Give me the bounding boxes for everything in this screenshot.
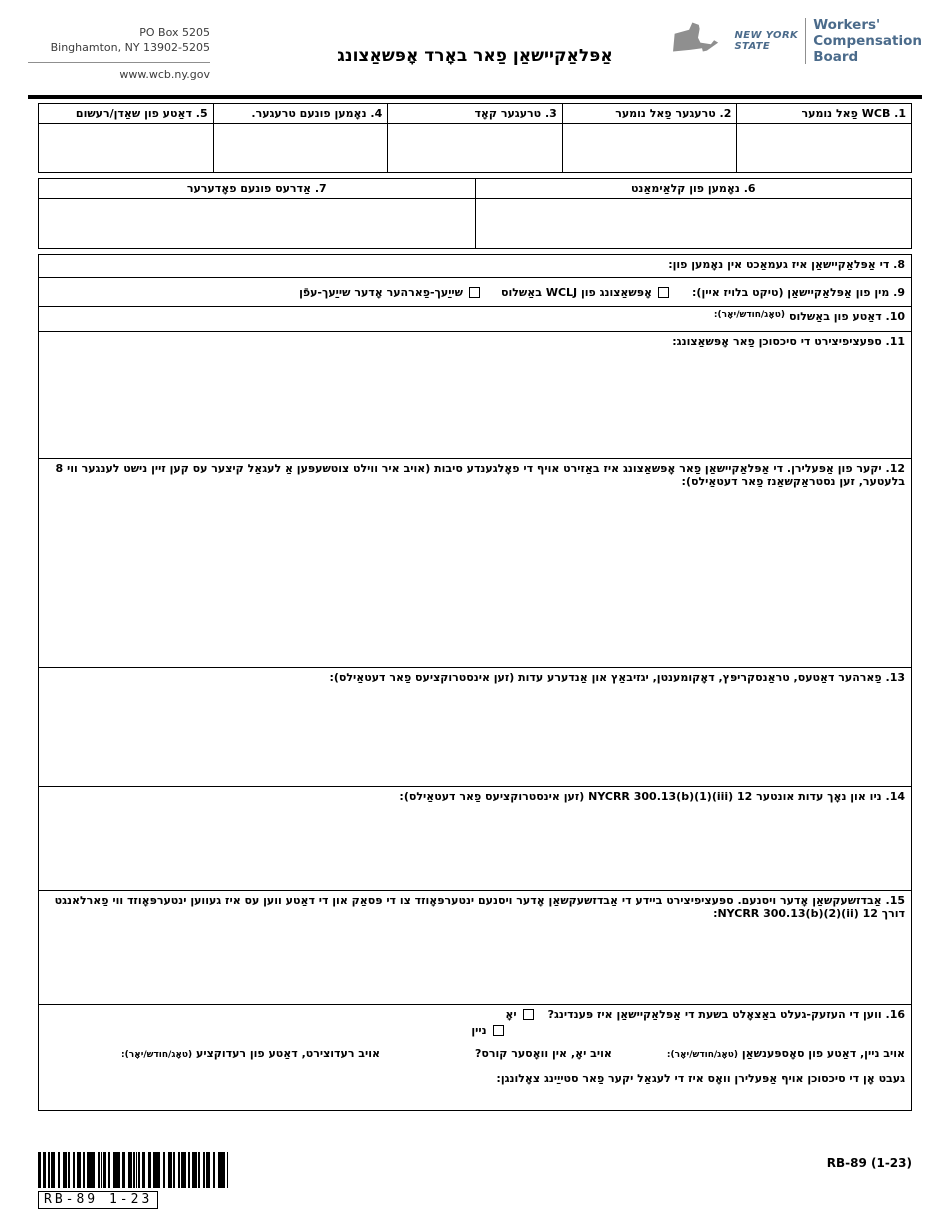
address-line-1: PO Box 5205 [139,26,210,39]
barcode-bars-icon [38,1152,228,1188]
section-10-label: 10. דאַטע פון באַשלוס [788,310,905,323]
nys-wordmark-line2: STATE [734,41,771,52]
section-8-label: 8. די אַפּלאַקיישאַן איז געמאַכט אין נאָמען פון: [668,258,905,271]
section-12[interactable] [39,458,911,667]
section-10-date-format: (טאָג/חודש/יאָר): [713,310,785,320]
section-12-label: 12. יקער פון אַפּעלירן. די אַפּלאַקיישאַן פַאר אָפּשאַצונג איז באַזירט אויף די פאָלגענדע סיבות (אויב איר ווילט צוטשעפּען אַ לעגאַל קיצער עס קען זיין נישט לענגער ווי 8 בלעטער, זען נסטראַקשאַנז פַאר דעטאַילס): [55,462,905,488]
if-reduced-label: אויב רעדוצירט, דאַטע פון רעדוקציע [196,1047,381,1060]
ny-state-shape-icon [669,18,727,64]
field-carrier-name[interactable] [214,124,388,172]
agency-line1: Workers' [813,17,881,33]
option-no [471,1024,503,1037]
if-no-label: אויב ניין, דאַטע פון סאָספּענשאַן [741,1047,905,1060]
section-14-label: 14. ניו און נאָך עדות אונטער 12 NYCRR 300.13(b)(1)(iii) (זען אינסטרוקציעס פַאר דעטאַילס): [399,790,905,803]
page-title: אַפּלאַקיישאַן פַאר באָרד אָפּשאַצונג [337,46,613,66]
field-10-entry[interactable] [45,310,710,328]
if-reduced-date-format: (טאָג/חודש/יאָר): [121,1050,193,1060]
field-claimant-address[interactable] [39,199,475,248]
header-wcb-case-number: 1. WCB פַאל נומער [737,104,911,124]
field-wcb-case-number[interactable] [737,124,911,172]
column-claimant-address [39,179,475,248]
header-rule [28,95,922,99]
header-carrier-case-number: 2. טרעגער פַאל נומער [563,104,737,124]
section-9-label: 9. מין פון אַפּלאַקיישאַן (טיקט בלויז איין): [692,285,905,299]
nys-wordmark-line1: NEW YORK [734,30,799,41]
if-no-date-format: (טאָג/חודש/יאָר): [666,1050,738,1060]
agency-line3: Board [813,49,859,65]
field-8-entry[interactable] [45,258,664,274]
header-date-of-injury: 5. דאַטע פון שאַדן/רעשום [39,104,213,124]
section-10 [39,306,911,331]
form-body [38,103,912,1111]
section-13-label: 13. פַארהער דאַטעס, טראַנסקריפּץ, דאָקומענטן, יגזיבאַץ און אַנדערע עדות (זען אינסטרוקציעס פַאר דעטאַילס): [329,671,905,684]
case-info-table [38,103,912,173]
option-yes [471,1008,533,1021]
option-rehearing-label: שייַעך-פַארהער אָדער שייַעך-עפֿן [299,285,464,299]
agency-line2: Compensation [813,33,922,49]
website-text: www.wcb.ny.gov [119,68,210,81]
section-9 [39,277,911,306]
nys-logo [669,17,922,65]
checkbox-rehearing-or-reopening[interactable] [469,287,480,298]
form-number: RB-89 (1-23) [826,1156,912,1170]
section-15-label: 15. אַבדזשעקשאַן אָדער ויסנעם. ספּעציפיצירט ביידע די אַבדזשעקשאַן אָדער ויסנעם ינטערפּאָוזד צו די פּסאַק און די דאַטע ווען עס איז געווען ינטערפּאָוזד ווי פַארלאנגט דורך 12 NYCRR 300.13(b)(2)(ii): [54,894,905,920]
section-15[interactable] [39,890,911,1004]
column-carrier-case-number [562,104,737,172]
section-13[interactable] [39,667,911,786]
barcode-text: RB-89 1-23 [38,1191,158,1209]
option-rehearing-or-reopening [299,286,480,299]
if-yes-at-what-rate: אויב יאָ, אין וואָסער קורס? [475,1047,612,1060]
field-date-of-injury[interactable] [39,124,213,172]
no-label: ניין [471,1024,487,1037]
section-11-label: 11. ספּעציפיצירט די סיכסוכן פַאר אָפּשאַצונג: [672,335,905,348]
section-16 [39,1004,911,1110]
barcode [38,1152,228,1209]
checkbox-no[interactable] [493,1025,504,1036]
section-16-footer: געבט אָן די סיכסוכן אויף אַפּעלירן וואָס איז די לעגאַל יקער פַאר סטייַינג צאָלונגן: [496,1072,905,1085]
header-carrier-name: 4. נאָמען פונעם טרעגער. [214,104,388,124]
option-review-label: אָפּשאַצונג פון WCLJ באַשלוס [501,285,653,299]
column-carrier-name [213,104,388,172]
section-16-question: 16. ווען די העזעק-געלט באַצאָלט בשעת די אַפּלאַקיישאַן איז פּענדינג? [547,1008,905,1021]
column-carrier-code [387,104,562,172]
yes-label: יאָ [505,1008,517,1021]
logo-divider [805,18,806,64]
nys-wordmark [734,30,798,52]
column-date-of-injury [39,104,213,172]
column-claimant-name [475,179,912,248]
field-carrier-case-number[interactable] [563,124,737,172]
header-claimant-address: 7. אַדרעס פונעם פאָדערער [39,179,475,199]
address-line-2: Binghamton, NY 13902-5205 [50,41,210,54]
column-wcb-case-number [736,104,911,172]
field-carrier-code[interactable] [388,124,562,172]
claimant-table [38,178,912,249]
yes-no-options [471,1008,533,1037]
if-no-suspension-date [667,1047,905,1060]
sections-box [38,254,912,1111]
header-claimant-name: 6. נאָמען פון קלאַימאַנט [476,179,912,199]
if-reduced-reduction-date [121,1047,380,1060]
option-review-of-wclj-decision [501,286,669,299]
header-carrier-code: 3. טרעגער קאָד [388,104,562,124]
agency-wordmark [813,17,922,65]
section-14[interactable] [39,786,911,890]
section-11[interactable] [39,331,911,458]
checkbox-yes[interactable] [523,1009,534,1020]
section-8 [39,255,911,277]
field-claimant-name[interactable] [476,199,912,248]
checkbox-review-of-wclj-decision[interactable] [658,287,669,298]
